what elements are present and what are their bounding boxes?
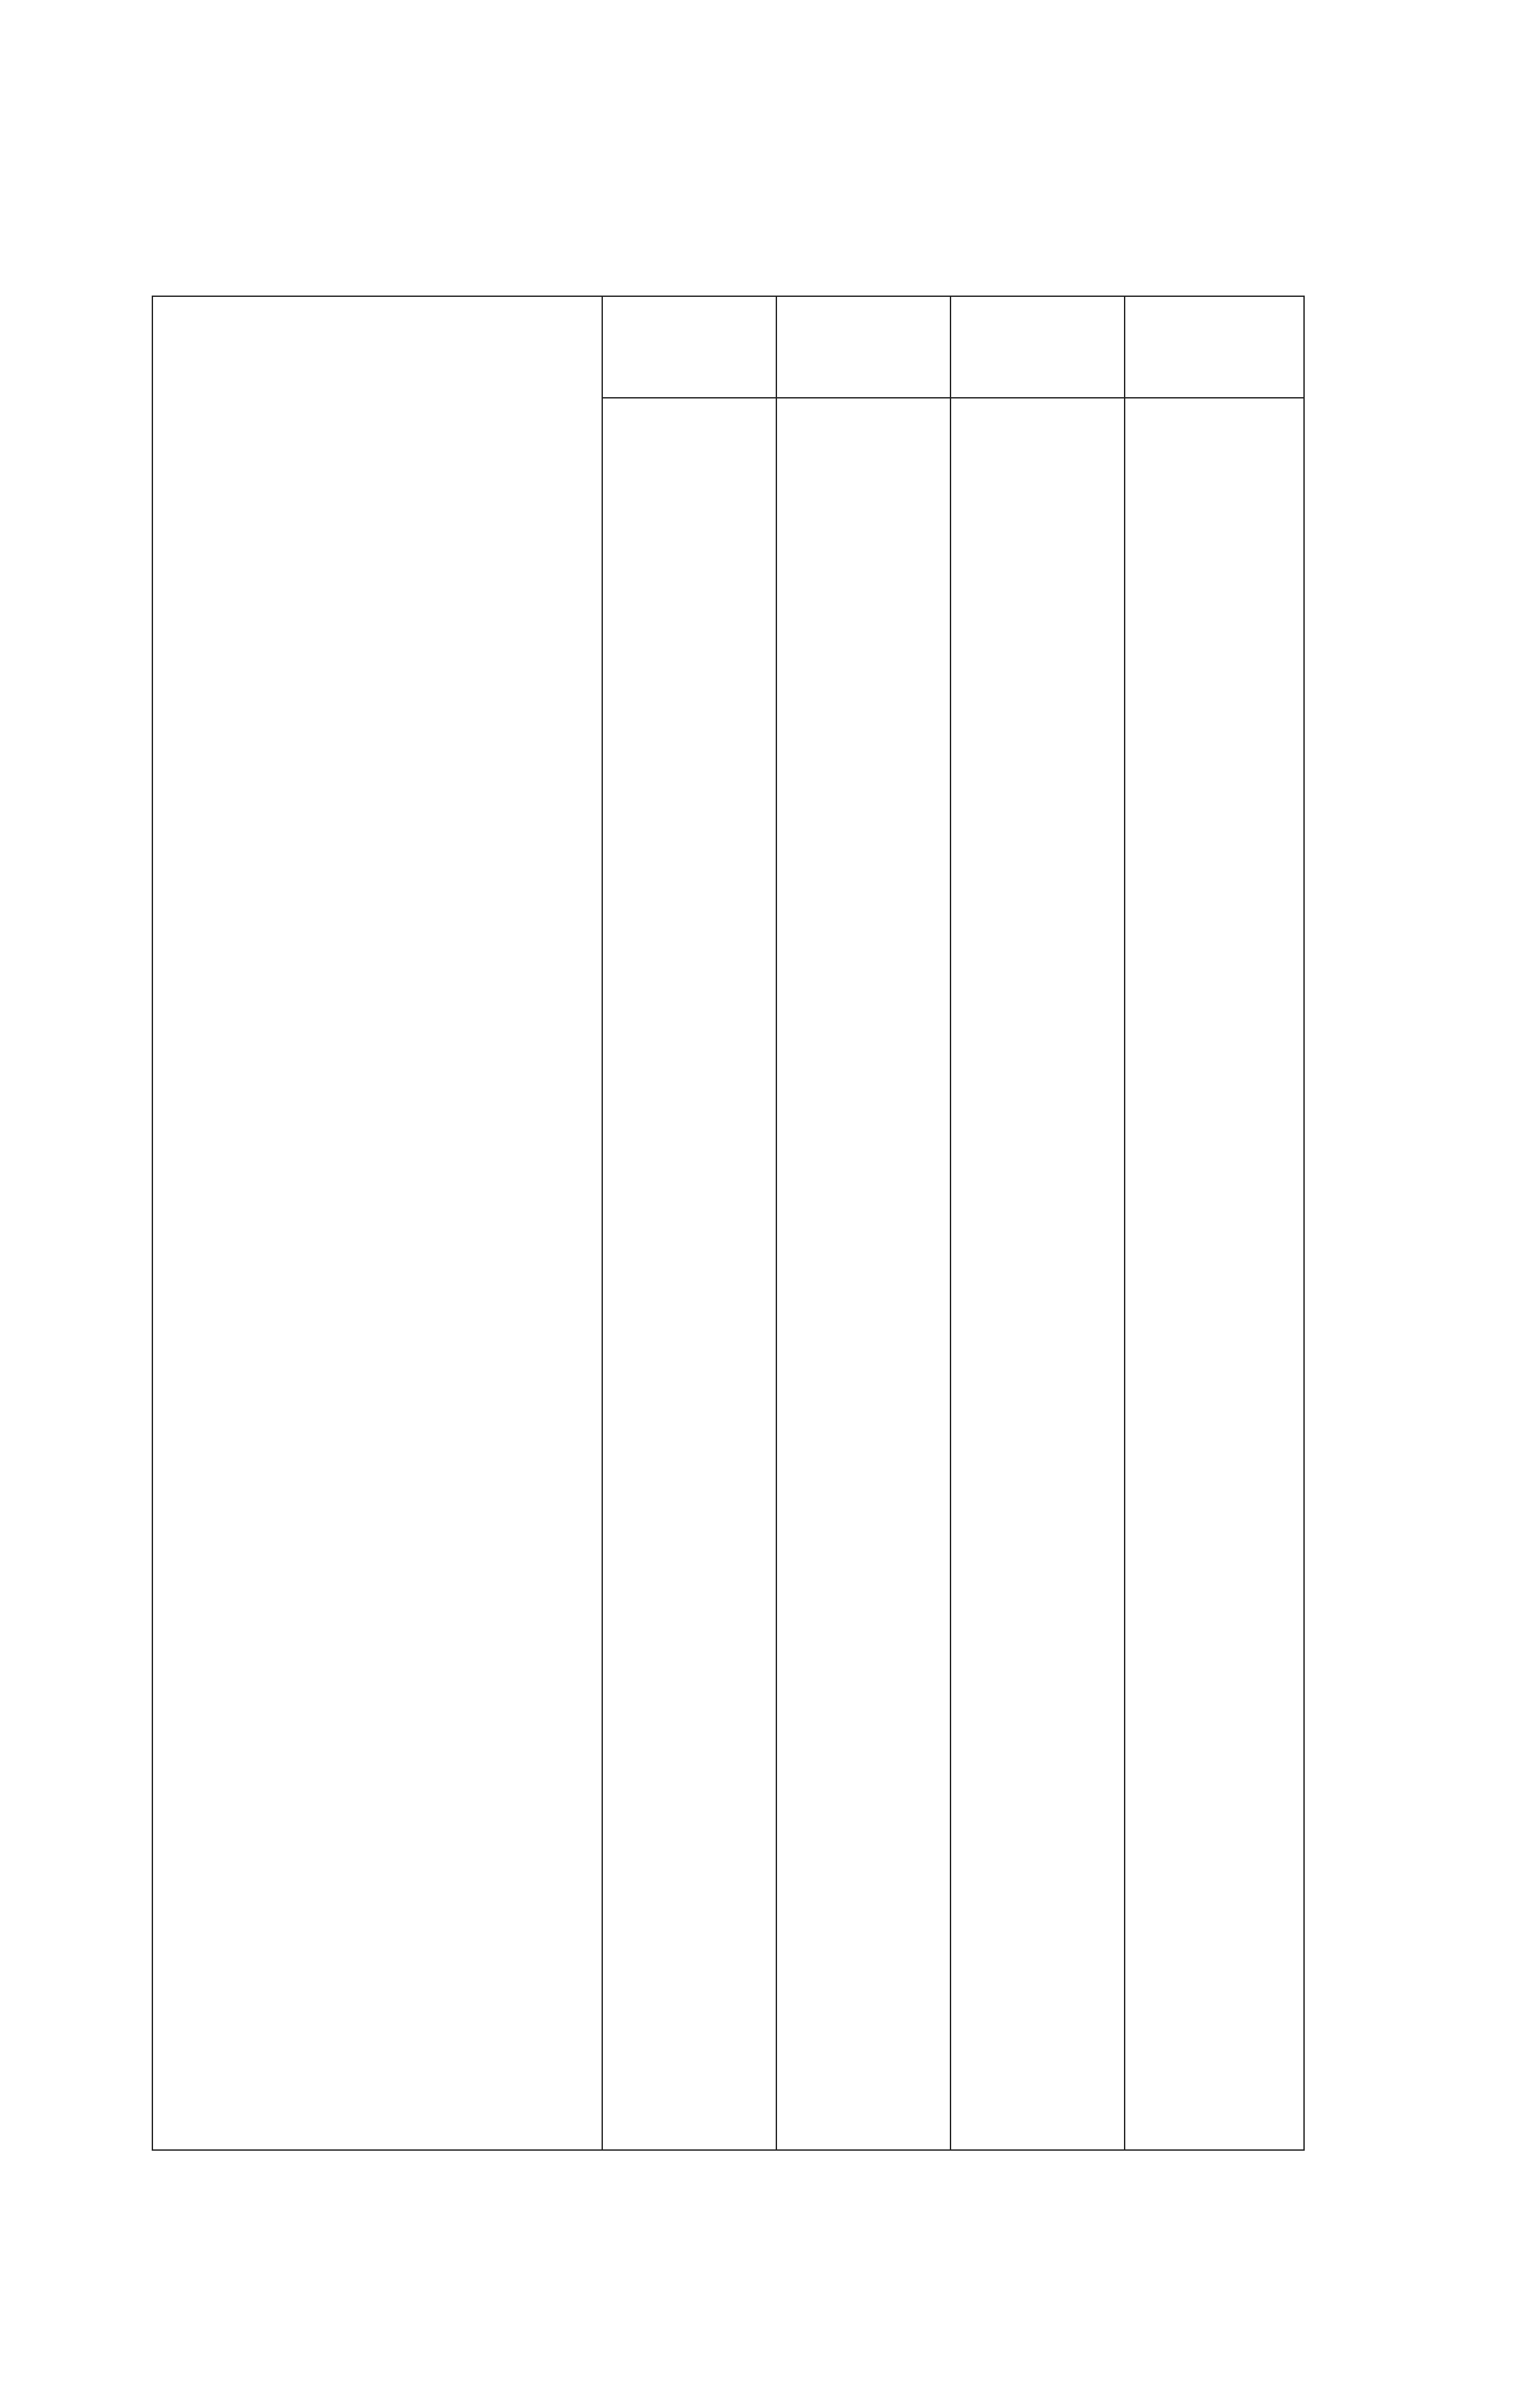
column-rule [602, 297, 603, 2149]
balance-sheet-table [152, 296, 1305, 2151]
column-rule [1124, 297, 1125, 2149]
column-rule [1303, 297, 1305, 2149]
header-rule [602, 397, 1305, 398]
column-rule [776, 297, 777, 2149]
column-rule [152, 297, 153, 2149]
column-rule [950, 297, 951, 2149]
